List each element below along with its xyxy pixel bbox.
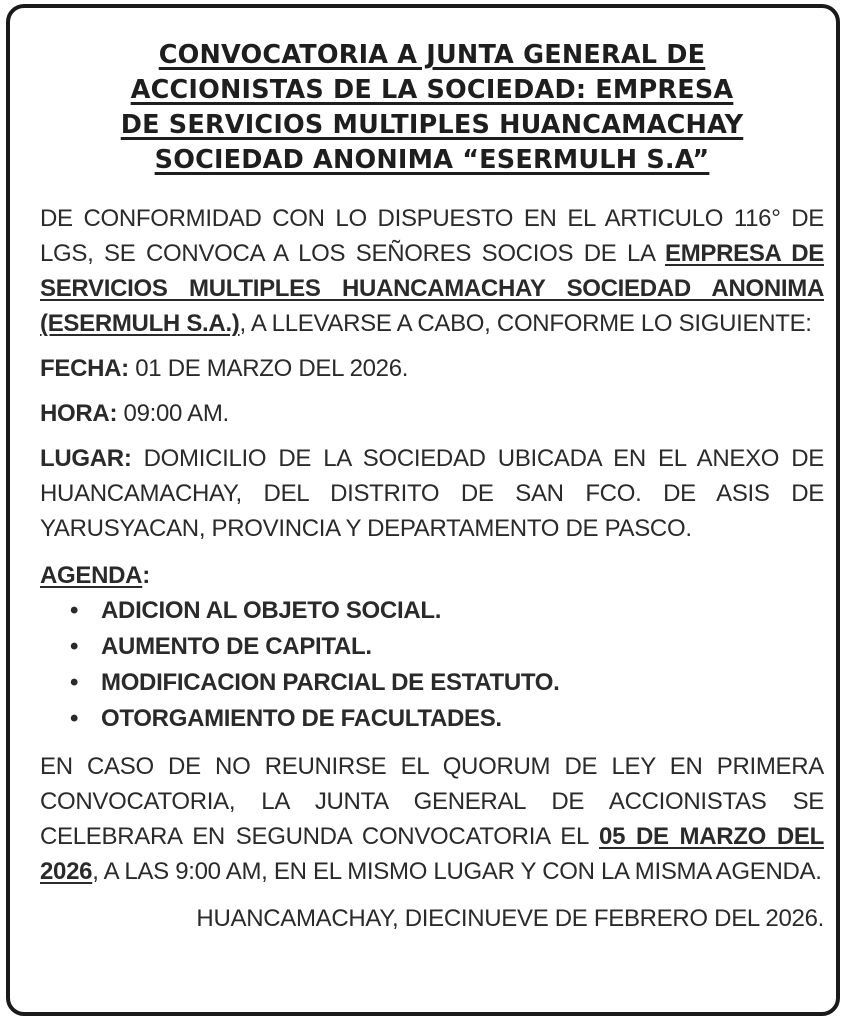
fecha-value: 01 DE MARZO DEL 2026. bbox=[128, 355, 409, 382]
closing-text-after: , A LAS 9:00 AM, EN EL MISMO LUGAR Y CON LA MISMA AGENDA. bbox=[92, 858, 822, 885]
title-line-1: CONVOCATORIA A JUNTA GENERAL DE bbox=[158, 40, 706, 70]
fecha-label: FECHA: bbox=[40, 355, 129, 382]
bullet-icon: • bbox=[70, 633, 79, 660]
title-line-2: ACCIONISTAS DE LA SOCIEDAD: EMPRESA bbox=[130, 75, 734, 105]
agenda-item bbox=[40, 629, 824, 665]
bullet-icon: • bbox=[70, 705, 79, 732]
title-line-4: SOCIEDAD ANONIMA “ESERMULH S.A” bbox=[154, 145, 710, 175]
signature-line: HUANCAMACHAY, DIECINUEVE DE FEBRERO DEL 2026. bbox=[196, 905, 824, 932]
lugar-label: LUGAR: bbox=[40, 445, 132, 472]
agenda-heading bbox=[40, 558, 824, 593]
intro-text-after: , A LLEVARSE A CABO, CONFORME LO SIGUIENTE: bbox=[239, 310, 812, 337]
company-name: EMPRESA DE SERVICIOS MULTIPLES HUANCAMACHAY SOCIEDAD ANONIMA (ESERMULH S.A.) bbox=[40, 240, 824, 337]
agenda-item bbox=[40, 701, 824, 737]
lugar-value: DOMICILIO DE LA SOCIEDAD UBICADA EN EL ANEXO DE HUANCAMACHAY, DEL DISTRITO DE SAN FCO. DE ASIS DE YARUSYACAN, PROVINCIA Y DEPARTAMENTO DE PASCO. bbox=[40, 445, 824, 542]
closing-text-before: EN CASO DE NO REUNIRSE EL QUORUM DE LEY EN PRIMERA CONVOCATORIA, LA JUNTA GENERAL DE ACCIONISTAS SE CELEBRARA EN SEGUNDA CONVOCATORIA EL bbox=[40, 753, 824, 850]
fecha-line bbox=[40, 351, 824, 386]
closing-paragraph bbox=[40, 749, 824, 889]
agenda-item bbox=[40, 665, 824, 701]
second-call-date: 05 DE MARZO DEL 2026 bbox=[40, 823, 824, 885]
bullet-icon: • bbox=[70, 597, 79, 624]
agenda-item-text: MODIFICACION PARCIAL DE ESTATUTO. bbox=[101, 669, 560, 696]
hora-label: HORA: bbox=[40, 400, 118, 427]
intro-paragraph bbox=[40, 201, 824, 341]
intro-text-before: DE CONFORMIDAD CON LO DISPUESTO EN EL ARTICULO 116° DE LGS, SE CONVOCA A LOS SEÑORES SOCIOS DE LA bbox=[40, 205, 824, 267]
title-line-3: DE SERVICIOS MULTIPLES HUANCAMACHAY bbox=[120, 110, 744, 140]
agenda-list bbox=[40, 593, 824, 737]
hora-value: 09:00 AM. bbox=[117, 400, 229, 427]
lugar-paragraph bbox=[40, 441, 824, 546]
agenda-label: AGENDA bbox=[40, 562, 143, 589]
bullet-icon: • bbox=[70, 669, 79, 696]
notice-frame bbox=[6, 4, 840, 1016]
agenda-item bbox=[40, 593, 824, 629]
agenda-item-text: AUMENTO DE CAPITAL. bbox=[101, 633, 372, 660]
hora-line bbox=[40, 396, 824, 431]
notice-content bbox=[40, 38, 824, 936]
agenda-item-text: OTORGAMIENTO DE FACULTADES. bbox=[101, 705, 502, 732]
agenda-item-text: ADICION AL OBJETO SOCIAL. bbox=[101, 597, 442, 624]
agenda-colon: : bbox=[142, 562, 150, 589]
notice-title bbox=[40, 38, 824, 178]
